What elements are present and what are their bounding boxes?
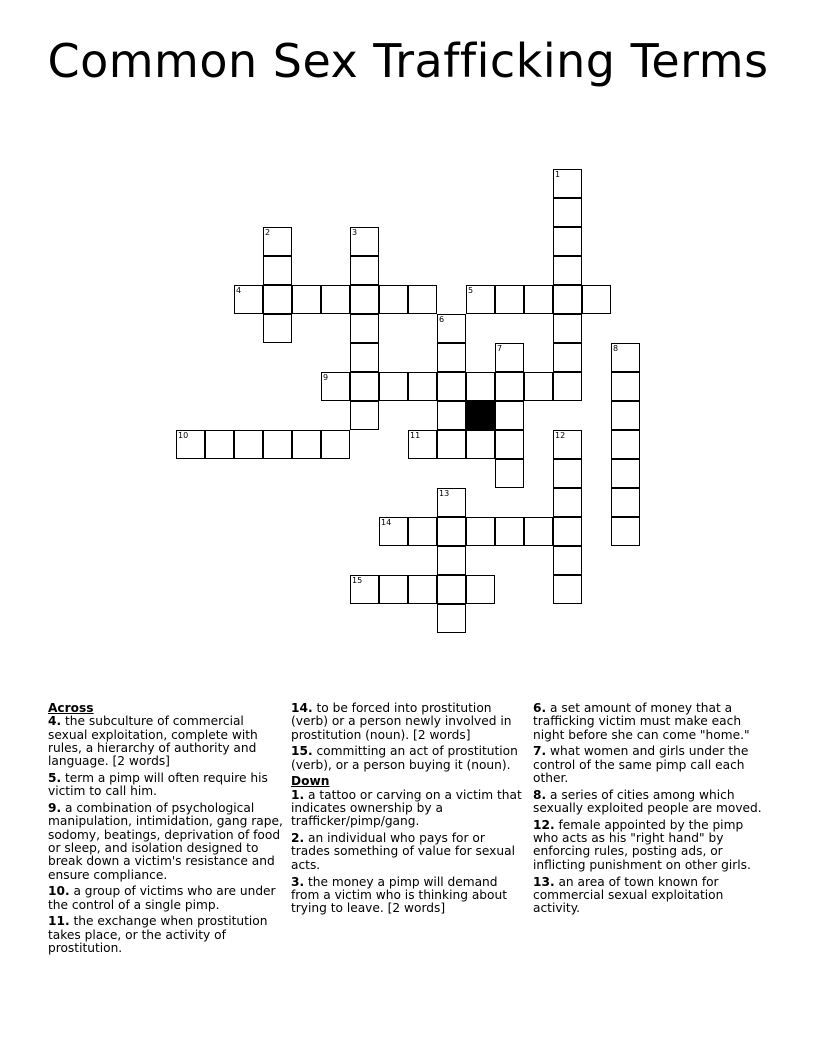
grid-cell[interactable]: [437, 546, 466, 575]
grid-cell[interactable]: [437, 314, 466, 343]
grid-cell[interactable]: [553, 227, 582, 256]
grid-cell[interactable]: [495, 430, 524, 459]
clue-down-7: 7. what women and girls under the control of the same pimp call each other.: [533, 744, 749, 785]
grid-cell[interactable]: [350, 575, 379, 604]
grid-cell[interactable]: [408, 372, 437, 401]
clue-number: 6: [439, 315, 445, 324]
clue-down-3: 3. the money a pimp will demand from a victim who is thinking about trying to leave. [2 words]: [291, 874, 507, 916]
grid-cell[interactable]: [495, 285, 524, 314]
grid-cell[interactable]: [495, 459, 524, 488]
grid-cell[interactable]: [553, 169, 582, 198]
grid-cell[interactable]: [263, 430, 292, 459]
grid-cell[interactable]: [466, 575, 495, 604]
clue-number: 8: [613, 344, 619, 353]
grid-cell[interactable]: [350, 314, 379, 343]
grid-cell[interactable]: [437, 575, 466, 604]
clue-number: 14: [381, 518, 392, 527]
grid-cell[interactable]: [408, 430, 437, 459]
grid-cell[interactable]: [553, 517, 582, 546]
grid-cell[interactable]: [379, 575, 408, 604]
down-heading: Down: [291, 774, 330, 789]
across-heading: Across: [48, 701, 94, 715]
grid-cell[interactable]: [553, 488, 582, 517]
grid-cell[interactable]: [611, 401, 640, 430]
grid-cell[interactable]: [176, 430, 205, 459]
clue-down-13: 13. an area of town known for commercial sexual exploitation activity.: [533, 874, 724, 916]
clue-down-6: 6. a set amount of money that a trafficking victim must make each night before she can come "home.": [533, 701, 750, 742]
grid-cell[interactable]: [611, 372, 640, 401]
grid-cell[interactable]: [379, 285, 408, 314]
grid-cell[interactable]: [205, 430, 234, 459]
grid-cell[interactable]: [321, 430, 350, 459]
grid-cell[interactable]: [611, 430, 640, 459]
grid-cell[interactable]: [437, 517, 466, 546]
grid-cell[interactable]: [379, 372, 408, 401]
clue-number: 5: [468, 286, 474, 295]
grid-cell[interactable]: [350, 401, 379, 430]
clue-number: 15: [352, 576, 363, 585]
grid-cell[interactable]: [408, 517, 437, 546]
clue-across-4: 4. the subculture of commercial sexual exploitation, complete with rules, a hierarchy of authority and language. [2 words]: [48, 714, 258, 769]
grid-cell[interactable]: [553, 314, 582, 343]
clue-number: 7: [497, 344, 503, 353]
clue-across-10: 10. a group of victims who are under the control of a single pimp.: [48, 884, 276, 912]
grid-cell[interactable]: [495, 401, 524, 430]
clue-down-2: 2. an individual who pays for or trades something of value for sexual acts.: [291, 831, 515, 872]
grid-cell[interactable]: [321, 372, 350, 401]
grid-cell[interactable]: [524, 517, 553, 546]
grid-cell[interactable]: [350, 343, 379, 372]
grid-cell[interactable]: [553, 372, 582, 401]
grid-cell[interactable]: [234, 430, 263, 459]
grid-cell[interactable]: [553, 459, 582, 488]
grid-cell[interactable]: [350, 285, 379, 314]
grid-cell[interactable]: [495, 517, 524, 546]
grid-cell[interactable]: [408, 285, 437, 314]
grid-cell[interactable]: [350, 372, 379, 401]
grid-cell[interactable]: [408, 575, 437, 604]
grid-cell[interactable]: [466, 372, 495, 401]
clue-across-5: 5. term a pimp will often require his victim to call him.: [48, 770, 268, 799]
grid-cell[interactable]: [466, 517, 495, 546]
clue-number: 10: [178, 431, 189, 440]
grid-cell[interactable]: [437, 488, 466, 517]
grid-cell[interactable]: [234, 285, 263, 314]
grid-cell[interactable]: [437, 430, 466, 459]
grid-cell[interactable]: [350, 227, 379, 256]
grid-cell[interactable]: [611, 488, 640, 517]
grid-cell[interactable]: [553, 343, 582, 372]
clues-column-2: [291, 702, 527, 919]
grid-cell[interactable]: [379, 517, 408, 546]
grid-cell[interactable]: [350, 256, 379, 285]
grid-cell[interactable]: [553, 546, 582, 575]
grid-cell[interactable]: [466, 430, 495, 459]
clue-across-14: 14. to be forced into prostitution (verb) or a person newly involved in prostitution (noun). [2 words]: [291, 701, 512, 742]
clues-column-1: [48, 702, 284, 959]
grid-cell[interactable]: [466, 285, 495, 314]
grid-cell[interactable]: [524, 285, 553, 314]
grid-cell[interactable]: [263, 227, 292, 256]
clue-number: 2: [265, 228, 271, 237]
clues-column-3: [533, 702, 769, 919]
black-grid-cell: [466, 401, 495, 430]
clue-across-9: 9. a combination of psychological manipulation, intimidation, gang rape, sodomy, beatings, deprivation of food or sleep, and isolation designed to break down a victim's resistance and ensure compliance.: [48, 801, 283, 882]
grid-cell[interactable]: [553, 285, 582, 314]
grid-cell[interactable]: [553, 198, 582, 227]
clue-number: 13: [439, 489, 450, 498]
grid-cell[interactable]: [292, 430, 321, 459]
clue-down-1: 1. a tattoo or carving on a victim that indicates ownership by a trafficker/pimp/gang.: [291, 787, 522, 829]
clue-number: 1: [555, 170, 561, 179]
grid-cell[interactable]: [263, 285, 292, 314]
clue-number: 12: [555, 431, 566, 440]
clue-number: 11: [410, 431, 421, 440]
grid-cell[interactable]: [495, 372, 524, 401]
clue-number: 4: [236, 286, 242, 295]
grid-cell[interactable]: [524, 372, 553, 401]
grid-cell[interactable]: [437, 372, 466, 401]
clue-down-12: 12. female appointed by the pimp who acts as his "right hand" by enforcing rules, posting ads, or inflicting punishment on other girls.: [533, 817, 751, 872]
grid-cell[interactable]: [495, 343, 524, 372]
grid-cell[interactable]: [292, 285, 321, 314]
grid-cell[interactable]: [611, 459, 640, 488]
page-title: Common Sex Trafficking Terms: [47, 34, 769, 88]
clue-down-8: 8. a series of cities among which sexually exploited people are moved.: [533, 787, 762, 816]
grid-cell[interactable]: [553, 256, 582, 285]
clue-number: 9: [323, 373, 329, 382]
grid-cell[interactable]: [553, 430, 582, 459]
grid-cell[interactable]: [553, 575, 582, 604]
grid-cell[interactable]: [437, 401, 466, 430]
grid-cell[interactable]: [321, 285, 350, 314]
grid-cell[interactable]: [263, 256, 292, 285]
grid-cell[interactable]: [611, 517, 640, 546]
clue-number: 3: [352, 228, 358, 237]
grid-cell[interactable]: [611, 343, 640, 372]
grid-cell[interactable]: [437, 343, 466, 372]
grid-cell[interactable]: [582, 285, 611, 314]
clue-across-11: 11. the exchange when prostitution takes place, or the activity of prostitution.: [48, 914, 268, 956]
clue-across-15: 15. committing an act of prostitution (verb), or a person buying it (noun).: [291, 744, 518, 772]
grid-cell[interactable]: [437, 604, 466, 633]
grid-cell[interactable]: [263, 314, 292, 343]
